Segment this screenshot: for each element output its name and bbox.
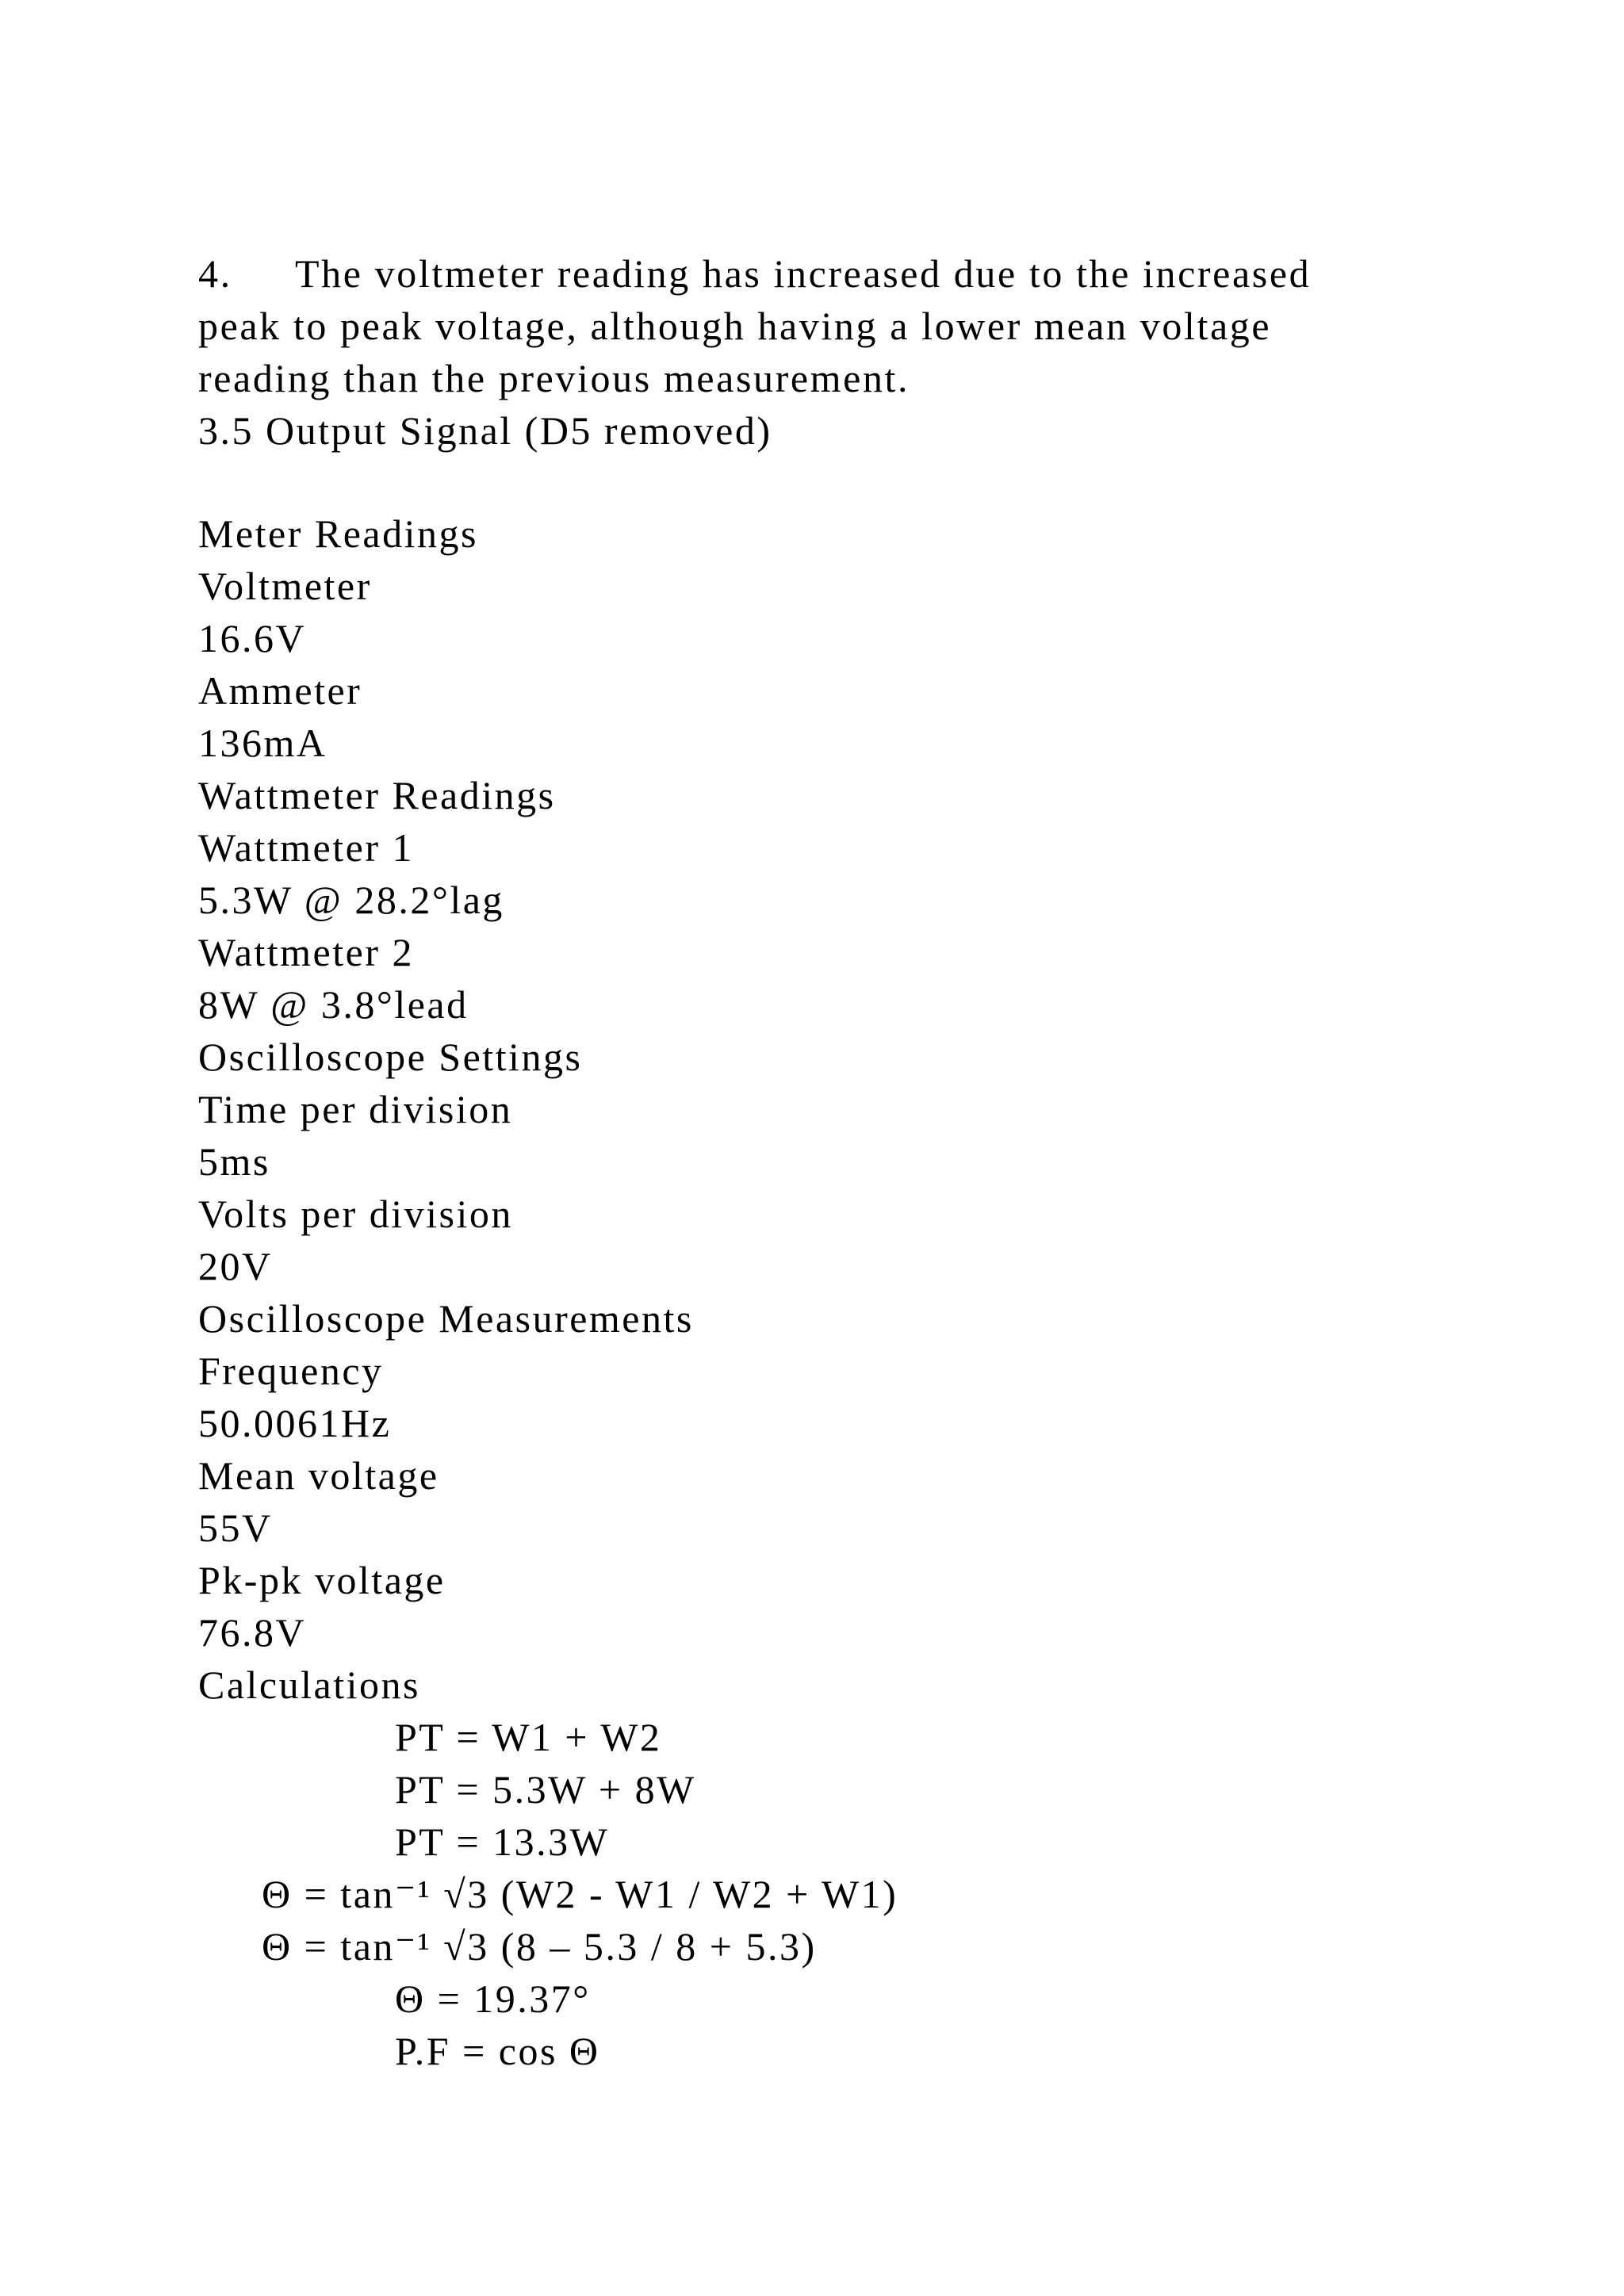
wattmeter-readings-heading: Wattmeter Readings [198,773,556,817]
frequency-label: Frequency [198,1349,384,1393]
calculations-heading: Calculations [198,1663,420,1707]
oscilloscope-measurements-heading: Oscilloscope Measurements [198,1296,694,1341]
mean-voltage-value: 55V [198,1506,273,1550]
wattmeter-2-value: 8W @ 3.8°lead [198,982,469,1027]
equation-power-factor: P.F = cos Θ [395,2029,600,2073]
equation-total-power-substituted: PT = 5.3W + 8W [395,1767,696,1812]
oscilloscope-settings-heading: Oscilloscope Settings [198,1035,583,1079]
blank-line [198,457,1435,507]
ammeter-value: 136mA [198,721,327,765]
voltmeter-value: 16.6V [198,616,307,660]
paragraph-line-2: peak to peak voltage, although having a lower mean voltage [198,304,1272,348]
paragraph-line-3: reading than the previous measurement. [198,356,910,400]
equation-phase-angle: Θ = tan⁻¹ √3 (W2 - W1 / W2 + W1) [262,1872,898,1916]
meter-readings-heading: Meter Readings [198,511,478,556]
page-content [198,247,1435,2077]
time-per-division-label: Time per division [198,1087,513,1131]
wattmeter-2-label: Wattmeter 2 [198,930,414,974]
voltmeter-label: Voltmeter [198,564,372,608]
frequency-value: 50.0061Hz [198,1401,392,1445]
wattmeter-1-label: Wattmeter 1 [198,825,414,870]
equation-phase-angle-result: Θ = 19.37° [395,1976,591,2021]
wattmeter-1-value: 5.3W @ 28.2°lag [198,878,504,922]
paragraph-line-1 [198,247,1435,300]
equation-total-power: PT = W1 + W2 [395,1715,662,1759]
equation-total-power-result: PT = 13.3W [395,1820,610,1864]
equation-phase-angle-substituted: Θ = tan⁻¹ √3 (8 – 5.3 / 8 + 5.3) [262,1924,817,1969]
section-heading: 3.5 Output Signal (D5 removed) [198,408,772,453]
paragraph-text-1: The voltmeter reading has increased due to the increased [295,251,1312,296]
mean-voltage-label: Mean voltage [198,1453,439,1498]
volts-per-division-value: 20V [198,1244,273,1288]
volts-per-division-label: Volts per division [198,1192,513,1236]
pk-pk-voltage-label: Pk-pk voltage [198,1558,446,1602]
paragraph-number: 4. [198,251,232,296]
ammeter-label: Ammeter [198,668,362,713]
time-per-division-value: 5ms [198,1139,270,1184]
pk-pk-voltage-value: 76.8V [198,1610,307,1655]
